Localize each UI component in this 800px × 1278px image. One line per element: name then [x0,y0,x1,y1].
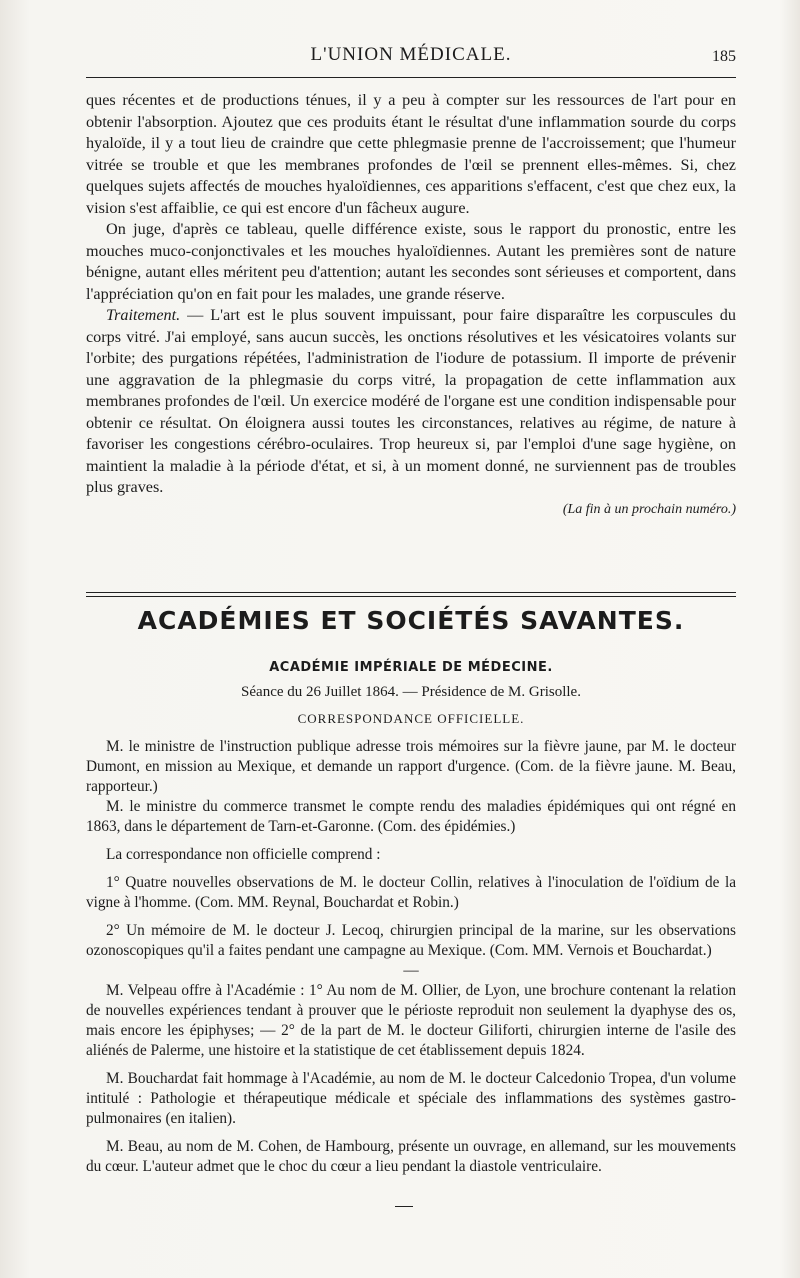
continued-note: (La fin à un prochain numéro.) [562,501,736,517]
running-header [86,44,736,74]
minutes-item: M. le ministre du commerce transmet le compte rendu des maladies épidémiques qui ont régné en 1863, dans le département de Tarn-et-Garonne. (Com. des épidémies.) [86,798,736,835]
section-title: ACADÉMIES ET SOCIÉTÉS SAVANTES. [137,606,685,635]
minutes-item: La correspondance non officielle comprend : [106,846,381,863]
minutes-item: M. Velpeau offre à l'Académie : 1° Au nom de M. Ollier, de Lyon, une brochure contenant la relation de nouvelles expériences tendant à prouver que le périoste reproduit non seulement la dyaphyse des os, mais encore les épiphyses; — 2° de la part de M. le docteur Giliforti, chirurgien interne de l'asile des aliénés de Palerme, une histoire et la statistique de cet établissement depuis 1824. [86,982,736,1059]
minutes-item: M. Bouchardat fait hommage à l'Académie, au nom de M. le docteur Calcedonio Tropea, d'un volume intitulé : Pathologie et thérapeutique médicale et spéciale des inflammations des systèmes gastro-pulmonaires (en italien). [86,1070,736,1127]
paragraph-1: ques récentes et de productions ténues, il y a peu à compter sur les ressources de l'art pour en obtenir l'absorption. Ajoutez que ces produits étant le résultat d'une inflammation sourde du corps hyaloïde, il y a tout lieu de craindre que cette phlegmasie prenne de l'accroissement; que l'humeur vitrée se trouble et que les membranes profondes de l'œil se prennent elles-mêmes. Si, chez quelques sujets affectés de mouches hyaloïdiennes, ces apparitions s'effacent, c'est que chez eux, la vision s'est affaiblie, ce qui est encore d'un fâcheux augure. [86,91,736,217]
article-body [86,90,736,520]
bottom-rule [395,1206,413,1207]
minutes-item: M. Beau, au nom de M. Cohen, de Hambourg, présente un ouvrage, en allemand, sur les mouvements du cœur. L'auteur admet que le choc du cœur a lieu pendant la diastole ventriculaire. [86,1138,736,1175]
page-number: 185 [712,48,736,65]
minutes-item: M. le ministre de l'instruction publique adresse trois mémoires sur la fièvre jaune, par M. le docteur Dumont, en mission au Mexique, et demande un rapport d'urgence. (Com. de la fièvre jaune. M. Beau, rapporteur.) [86,738,736,795]
seance-line: Séance du 26 Juillet 1864. — Présidence de M. Grisolle. [241,684,581,700]
section-rule [86,592,736,597]
minutes-item: 1° Quatre nouvelles observations de M. le docteur Collin, relatives à l'inoculation de l'oïdium de la vigne à l'homme. (Com. MM. Reynal, Bouchardat et Robin.) [86,874,736,911]
journal-title: L'UNION MÉDICALE. [310,44,512,65]
paragraph-3 [86,305,736,499]
paragraph-2: On juge, d'après ce tableau, quelle différence existe, sous le rapport du pronostic, entre les mouches muco-conjonctivales et les mouches hyaloïdiennes. Autant les premières sont de nature bénigne, autant elles méritent peu d'attention; autant les secondes sont sérieuses et comportent, dans l'appréciation qu'on en fait pour les malades, une grande réserve. [86,220,736,303]
treatment-text: — L'art est le plus souvent impuissant, pour faire disparaître les corpuscules du corps vitré. J'ai employé, sans aucun succès, les onctions résolutives et les vésicatoires volants sur l'orbite; des purgations répétées, l'administration de l'iodure de potassium. Il importe de prévenir une aggravation de la phlegmasie du corps vitré, la propagation de cette inflammation aux membranes profondes de l'œil. Un exercice modéré de l'organe est une condition indispensable pour obtenir ce résultat. On éloignera aussi toutes les circonstances, relatives au régime, de nature à favoriser les congestions cérébro-oculaires. Trop heureux si, par l'emploi d'une sage hygiène, on maintient la maladie à la période d'état, et si, à un moment donné, ne surviennent pas de troubles plus graves. [86,306,736,496]
minutes-body [86,737,736,1177]
header-rule [86,77,736,78]
correspondance-heading: CORRESPONDANCE OFFICIELLE. [297,711,525,726]
minutes-item: 2° Un mémoire de M. le docteur J. Lecoq, chirurgien principal de la marine, sur les observations ozonoscopiques qu'il a faites pendant une campagne au Mexique. (Com. MM. Vernois et Bouchardat.) [86,922,736,959]
academie-heading: ACADÉMIE IMPÉRIALE DE MÉDECINE. [269,660,553,675]
treatment-label: Traitement. [106,306,181,324]
item-separator: — [403,962,419,979]
